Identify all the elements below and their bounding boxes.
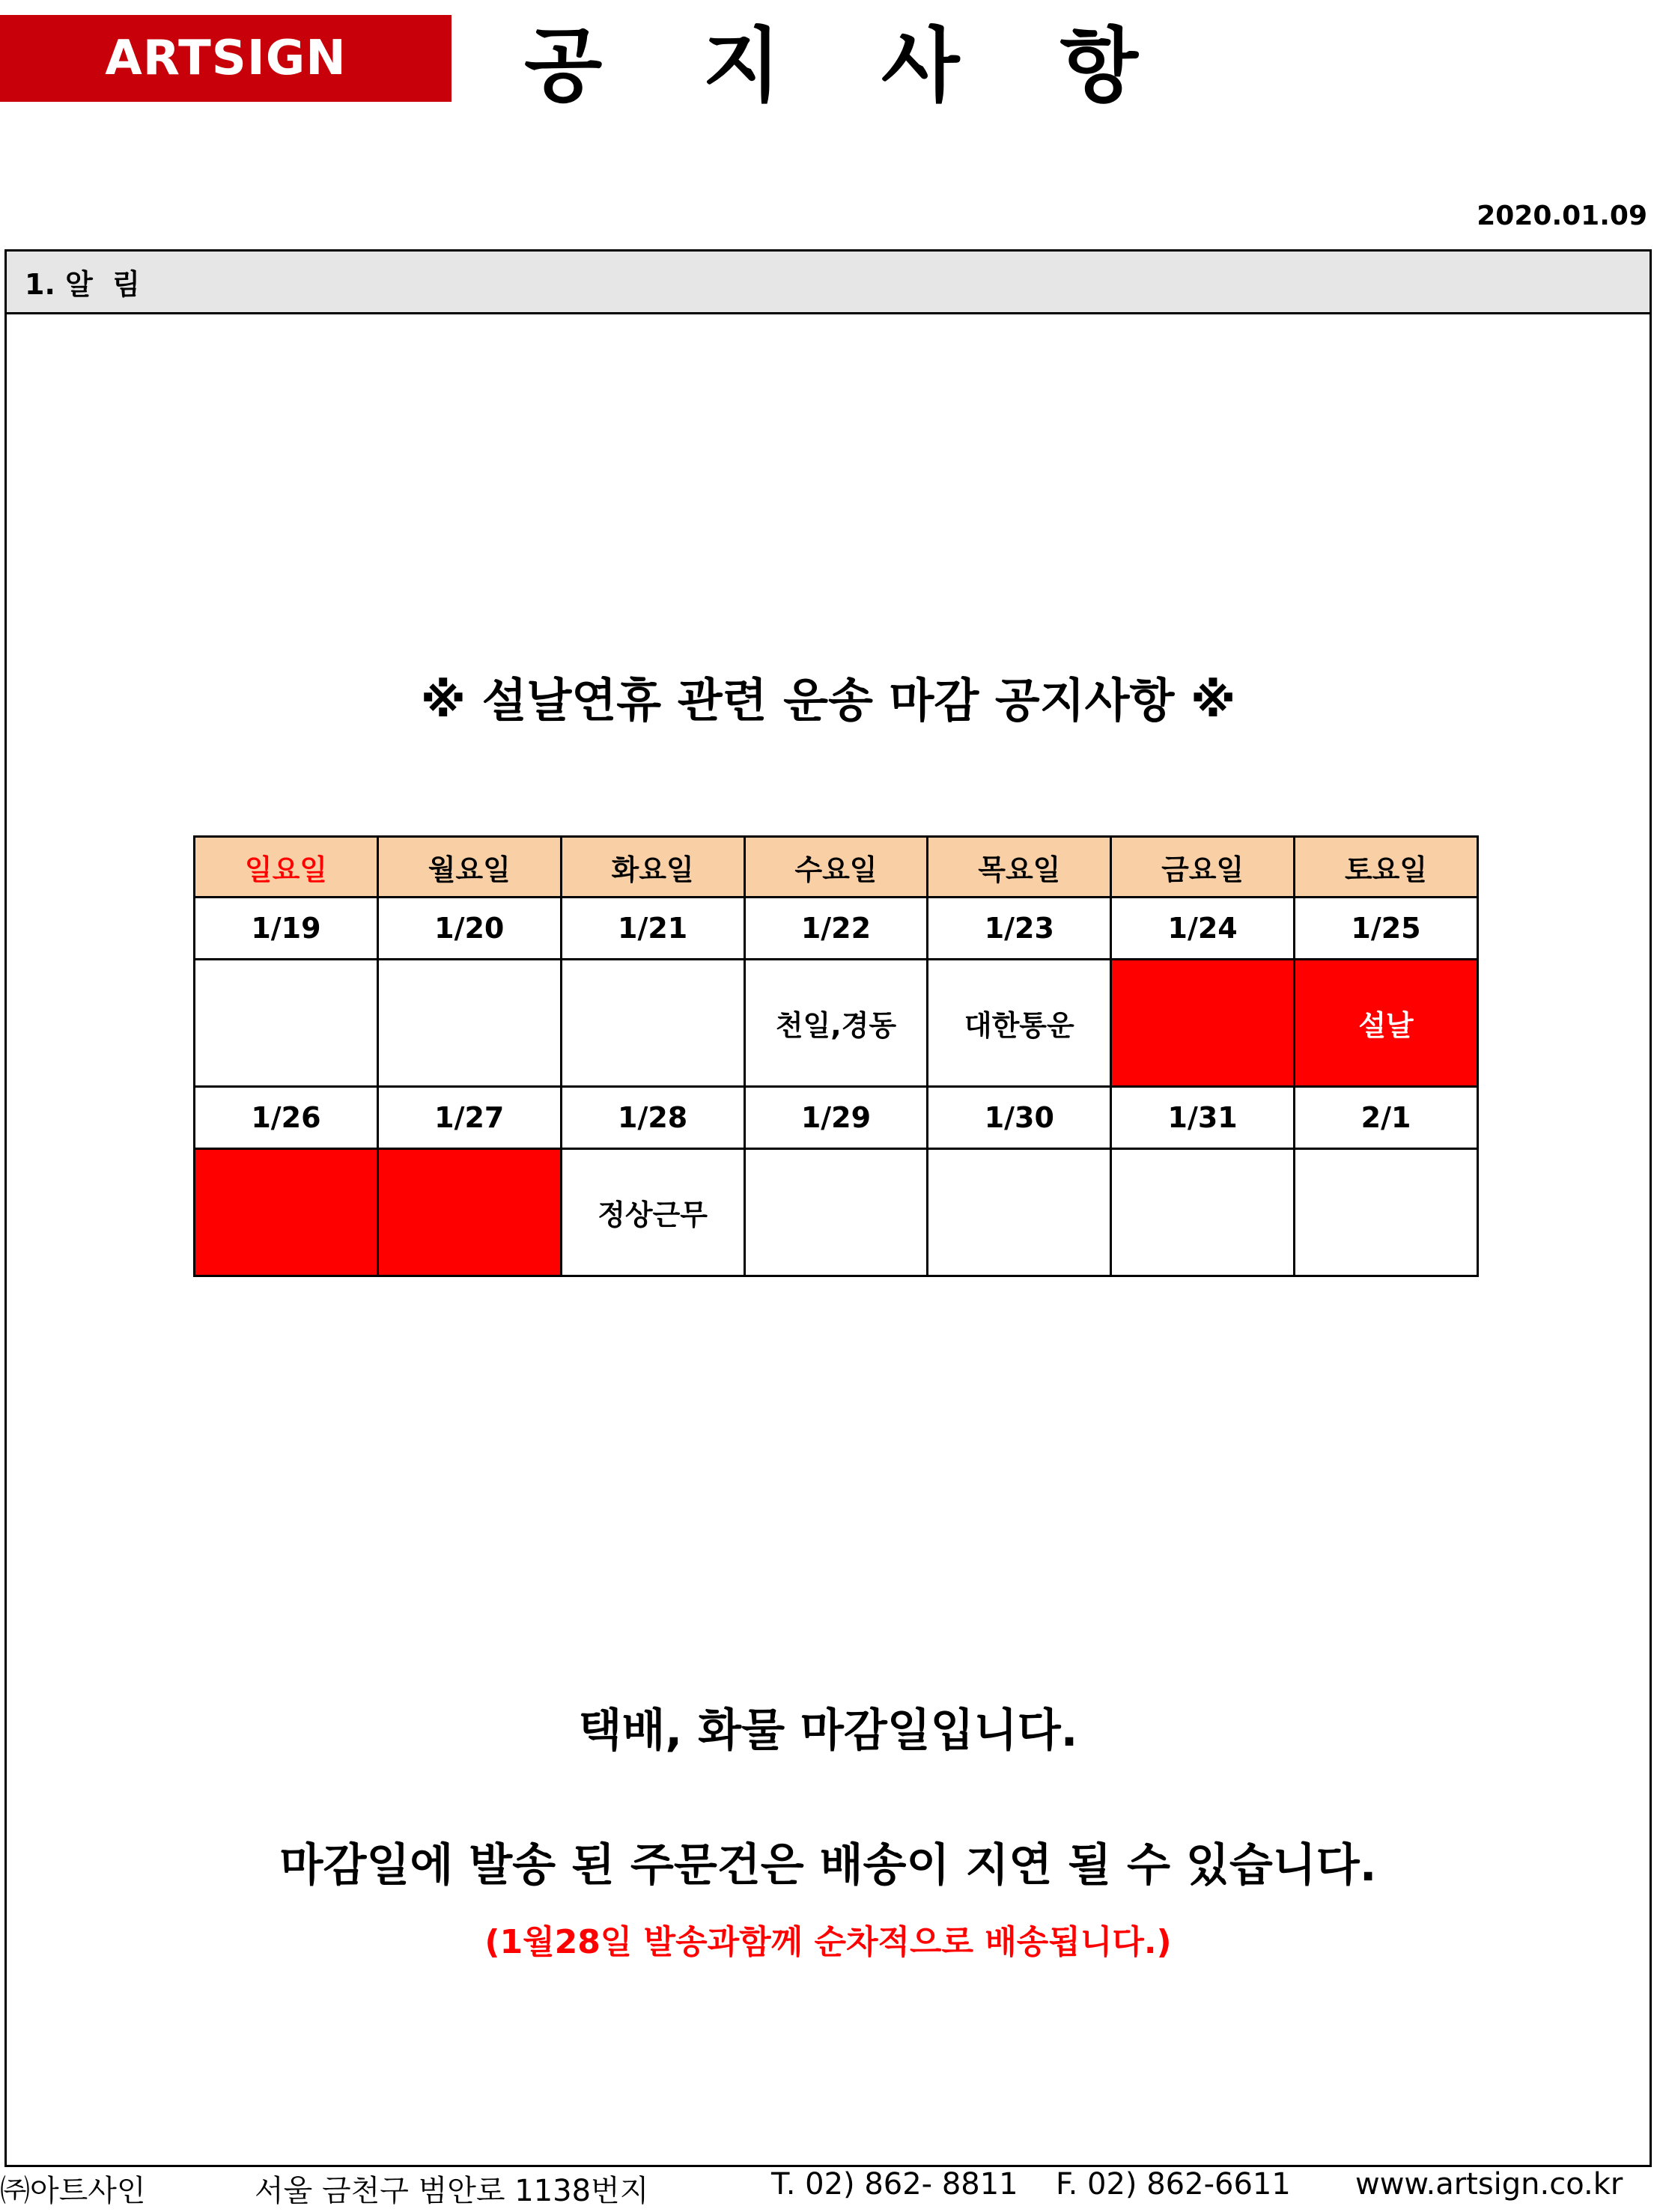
weekday-header-thursday: 목요일 (928, 837, 1111, 898)
footer-website-link[interactable]: www.artsign.co.kr (1355, 2167, 1623, 2202)
note-cell (195, 960, 378, 1087)
closed-day-cell: 설날 (1295, 960, 1478, 1087)
section-heading (7, 252, 1650, 314)
note-cell (377, 960, 561, 1087)
section-label: 1. 알 림 (25, 268, 140, 301)
brand-name: ARTSIGN (105, 31, 347, 86)
note-cell (1111, 1149, 1295, 1276)
title-char: 공 (524, 19, 603, 113)
title-char: 지 (702, 19, 781, 113)
shipping-resume-note: (1월28일 발송과함께 순차적으로 배송됩니다.) (484, 1923, 1172, 1961)
weekday-header-sunday: 일요일 (195, 837, 378, 898)
week1-note-row (195, 960, 1478, 1087)
week2-note-row (195, 1149, 1478, 1276)
title-char: 항 (1059, 19, 1138, 113)
weekday-header-saturday: 토요일 (1295, 837, 1478, 898)
closed-day-cell (1111, 960, 1295, 1087)
note-cell (561, 960, 744, 1087)
document-date: 2020.01.09 (1477, 201, 1647, 231)
note-cell: 천일,경동 (744, 960, 928, 1087)
deadline-message: 택배, 화물 마감일입니다. (578, 1704, 1078, 1757)
notice-headline: ※ 설날연휴 관련 운송 마감 공지사항 ※ (420, 673, 1236, 728)
note-cell (744, 1149, 928, 1276)
date-cell: 1/19 (195, 898, 378, 960)
holiday-calendar (193, 835, 1479, 1277)
date-cell: 1/20 (377, 898, 561, 960)
note-cell: 대한통운 (928, 960, 1111, 1087)
brand-logo (0, 15, 452, 102)
date-cell: 1/26 (195, 1087, 378, 1149)
footer-fax: F. 02) 862-6611 (1056, 2167, 1291, 2202)
date-cell: 1/21 (561, 898, 744, 960)
date-cell: 1/25 (1295, 898, 1478, 960)
note-cell (1295, 1149, 1478, 1276)
footer (0, 2166, 1657, 2212)
date-cell: 1/23 (928, 898, 1111, 960)
weekday-header-wednesday: 수요일 (744, 837, 928, 898)
closed-day-cell (377, 1149, 561, 1276)
weekday-header-tuesday: 화요일 (561, 837, 744, 898)
date-cell: 1/30 (928, 1087, 1111, 1149)
closed-day-cell (195, 1149, 378, 1276)
date-cell: 1/29 (744, 1087, 928, 1149)
note-cell (928, 1149, 1111, 1276)
weekday-header-monday: 월요일 (377, 837, 561, 898)
footer-company: ㈜아트사인 (0, 2174, 146, 2208)
date-cell: 1/22 (744, 898, 928, 960)
note-cell: 정상근무 (561, 1149, 744, 1276)
title-char: 사 (881, 19, 960, 113)
delay-warning-message: 마감일에 발송 된 주문건은 배송이 지연 될 수 있습니다. (279, 1839, 1377, 1892)
date-cell: 1/28 (561, 1087, 744, 1149)
weekday-header-row (195, 837, 1478, 898)
date-cell: 2/1 (1295, 1087, 1478, 1149)
document-title (524, 13, 1138, 113)
footer-phone: T. 02) 862- 8811 (771, 2167, 1018, 2202)
date-cell: 1/27 (377, 1087, 561, 1149)
date-cell: 1/31 (1111, 1087, 1295, 1149)
weekday-header-friday: 금요일 (1111, 837, 1295, 898)
date-cell: 1/24 (1111, 898, 1295, 960)
footer-address: 서울 금천구 범안로 1138번지 (255, 2174, 649, 2208)
week1-date-row (195, 898, 1478, 960)
week2-date-row (195, 1087, 1478, 1149)
notice-section (4, 249, 1652, 2167)
